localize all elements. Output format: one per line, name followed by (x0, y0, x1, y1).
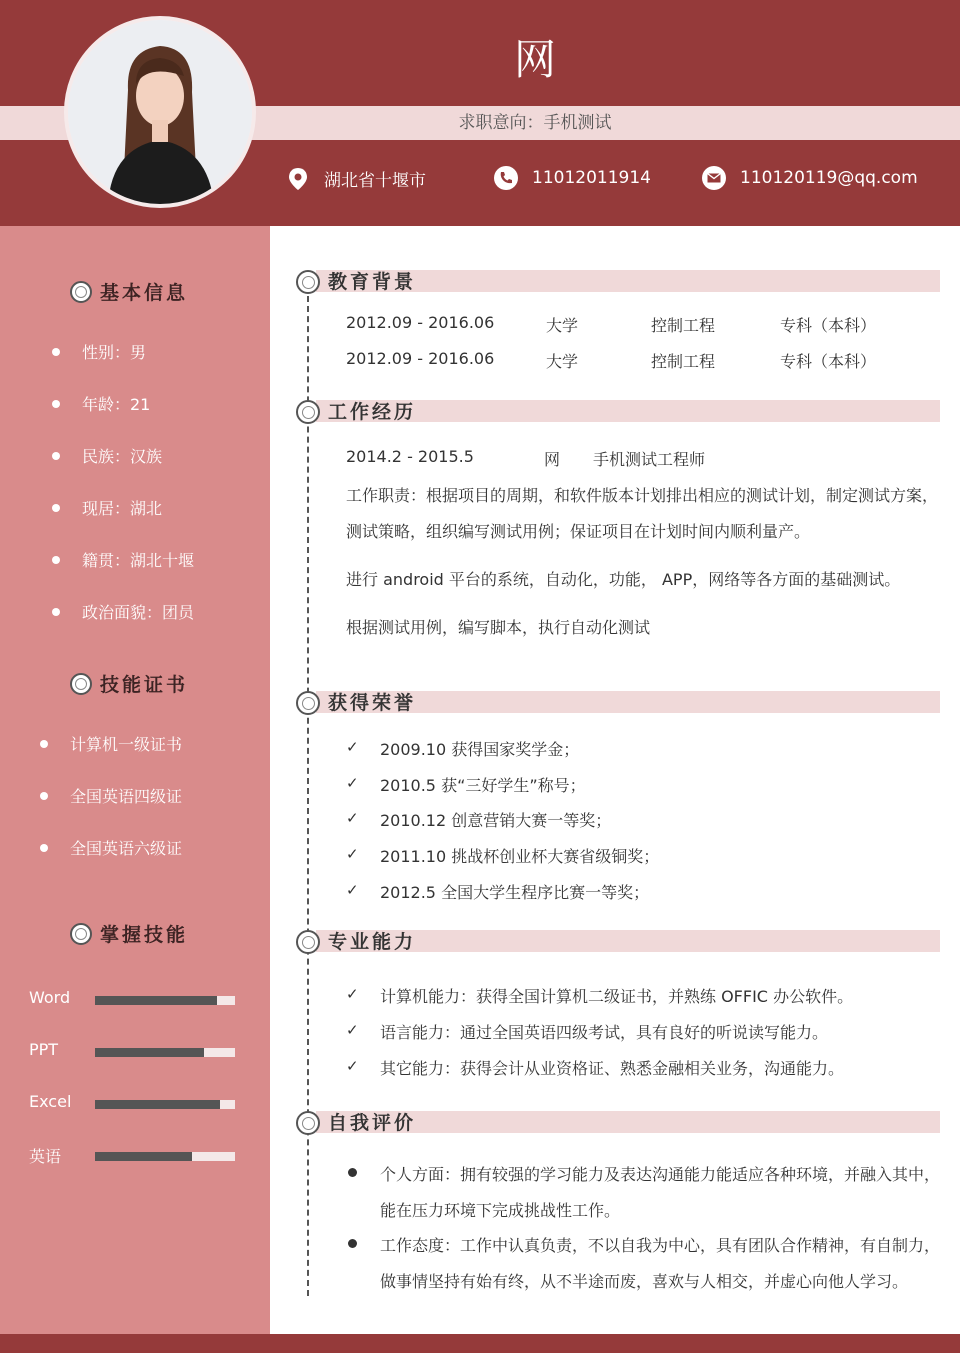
skill-row (29, 1092, 239, 1111)
location-text: 湖北省十堰市 (324, 171, 426, 191)
skill-name: 英语 (29, 1147, 62, 1166)
self-eval-text: 做事情坚持有始有终，从不半途而废，喜欢与人相交，并虚心向他人学习。 (380, 1272, 909, 1291)
basic-item (52, 340, 146, 363)
email-text: 110120119@qq.com (740, 168, 918, 188)
skill-level-fill (95, 1100, 220, 1109)
work-description: 根据测试用例，编写脚本，执行自动化测试 (346, 618, 651, 637)
phone-text: 11012011914 (532, 168, 651, 188)
contact-phone (494, 166, 651, 190)
circle-target-icon (70, 673, 92, 695)
basic-item (52, 392, 150, 415)
circle-target-icon (70, 281, 92, 303)
skills-title: 掌握技能 (100, 924, 189, 946)
work-position: 手机测试工程师 (593, 450, 706, 469)
skill-row (29, 1144, 239, 1167)
bullet-icon (348, 1168, 357, 1177)
basic-item-text: 现居：湖北 (82, 499, 163, 518)
cert-item-text: 全国英语六级证 (70, 839, 183, 858)
basic-item-text: 籍贯：湖北十堰 (82, 551, 195, 570)
honor-item: 2009.10 获得国家奖学金； (380, 740, 580, 759)
education-title: 教育背景 (328, 271, 417, 293)
contact-email (702, 166, 918, 190)
check-icon: ✓ (346, 774, 359, 792)
circle-target-icon (296, 930, 320, 954)
honor-item: 2011.10 挑战杯创业杯大赛省级铜奖； (380, 847, 660, 866)
job-intent: 求职意向：手机测试 (458, 113, 612, 133)
skill-name: Word (29, 988, 71, 1007)
work-date: 2014.2 - 2015.5 (346, 447, 474, 466)
check-icon: ✓ (346, 809, 359, 827)
skill-row (29, 988, 239, 1007)
footer-bar (0, 1334, 960, 1353)
skill-level-bar (95, 1152, 235, 1161)
check-icon: ✓ (346, 738, 359, 756)
skill-level-fill (95, 996, 217, 1005)
skill-name: PPT (29, 1040, 59, 1059)
basic-item (52, 496, 162, 519)
work-description: 进行 android 平台的系统，自动化，功能， APP，网络等各方面的基础测试。 (346, 570, 901, 589)
profile-photo (64, 16, 256, 208)
bullet-icon (40, 844, 48, 852)
cert-item-text: 计算机一级证书 (70, 735, 183, 754)
work-heading (296, 398, 940, 426)
ability-item: 其它能力：获得会计从业资格证、熟悉金融相关业务，沟通能力。 (380, 1059, 845, 1078)
honors-heading (296, 689, 940, 717)
work-description: 工作职责：根据项目的周期，和软件版本计划排出相应的测试计划，制定测试方案， (346, 486, 939, 505)
edu-date: 2012.09 - 2016.06 (346, 349, 495, 368)
edu-school: 大学 (546, 316, 579, 335)
edu-school: 大学 (546, 352, 579, 371)
skill-level-bar (95, 1100, 235, 1109)
bullet-icon (52, 348, 60, 356)
timeline-line (307, 296, 309, 1296)
check-icon: ✓ (346, 1021, 359, 1039)
mail-icon (702, 166, 726, 190)
self-eval-heading (296, 1109, 940, 1137)
basic-info-title: 基本信息 (100, 282, 189, 304)
bullet-icon (348, 1239, 357, 1248)
check-icon: ✓ (346, 845, 359, 863)
edu-major: 控制工程 (651, 316, 716, 335)
location-pin-icon (286, 167, 310, 191)
circle-target-icon (296, 691, 320, 715)
basic-item-text: 性别：男 (82, 343, 147, 362)
skill-name: Excel (29, 1092, 72, 1111)
bullet-icon (52, 400, 60, 408)
self-eval-text: 个人方面：拥有较强的学习能力及表达沟通能力能适应各种环境，并融入其中， (380, 1165, 941, 1184)
honors-title: 获得荣誉 (328, 692, 417, 714)
basic-item (52, 548, 194, 571)
self-eval-title: 自我评价 (328, 1112, 417, 1134)
phone-icon (494, 166, 518, 190)
certificates-title: 技能证书 (100, 674, 189, 696)
skill-row (29, 1040, 239, 1059)
ability-item: 计算机能力：获得全国计算机二级证书，并熟练 OFFIC 办公软件。 (380, 987, 854, 1006)
edu-date: 2012.09 - 2016.06 (346, 313, 495, 332)
work-description: 测试策略，组织编写测试用例；保证项目在计划时间内顺利量产。 (346, 522, 811, 541)
skill-level-bar (95, 1048, 235, 1057)
contact-location (286, 166, 426, 191)
circle-target-icon (296, 400, 320, 424)
self-eval-text: 能在压力环境下完成挑战性工作。 (380, 1201, 621, 1220)
circle-target-icon (70, 923, 92, 945)
basic-item (52, 444, 162, 467)
honor-item: 2010.5 获“三好学生”称号； (380, 776, 586, 795)
basic-item (52, 600, 194, 623)
bullet-icon (40, 792, 48, 800)
work-company: 网 (544, 450, 561, 469)
abilities-heading (296, 928, 940, 956)
ability-item: 语言能力：通过全国英语四级考试，具有良好的听说读写能力。 (380, 1023, 829, 1042)
bullet-icon (52, 608, 60, 616)
basic-item-text: 民族：汉族 (82, 447, 163, 466)
skill-level-fill (95, 1048, 204, 1057)
check-icon: ✓ (346, 881, 359, 899)
circle-target-icon (296, 270, 320, 294)
self-eval-text: 工作态度：工作中认真负责，不以自我为中心，具有团队合作精神，有自制力， (380, 1236, 941, 1255)
cert-item (40, 784, 182, 807)
skill-level-fill (95, 1152, 192, 1161)
basic-item-text: 政治面貌：团员 (82, 603, 195, 622)
bullet-icon (40, 740, 48, 748)
work-title: 工作经历 (328, 401, 417, 423)
skill-level-bar (95, 996, 235, 1005)
check-icon: ✓ (346, 985, 359, 1003)
basic-item-text: 年龄：21 (82, 395, 151, 414)
check-icon: ✓ (346, 1057, 359, 1075)
cert-item (40, 732, 182, 755)
bullet-icon (52, 556, 60, 564)
edu-degree: 专科（本科） (780, 316, 877, 335)
cert-item (40, 836, 182, 859)
cert-item-text: 全国英语四级证 (70, 787, 183, 806)
education-heading (296, 268, 940, 296)
basic-info-heading (70, 278, 188, 305)
bullet-icon (52, 452, 60, 460)
bullet-icon (52, 504, 60, 512)
circle-target-icon (296, 1111, 320, 1135)
honor-item: 2012.5 全国大学生程序比赛一等奖； (380, 883, 650, 902)
honor-item: 2010.12 创意营销大赛一等奖； (380, 811, 612, 830)
edu-major: 控制工程 (651, 352, 716, 371)
skills-heading (70, 920, 188, 947)
edu-degree: 专科（本科） (780, 352, 877, 371)
certificates-heading (70, 670, 188, 697)
applicant-name: 网 (513, 35, 556, 84)
person-silhouette-icon (68, 20, 252, 204)
abilities-title: 专业能力 (328, 931, 417, 953)
